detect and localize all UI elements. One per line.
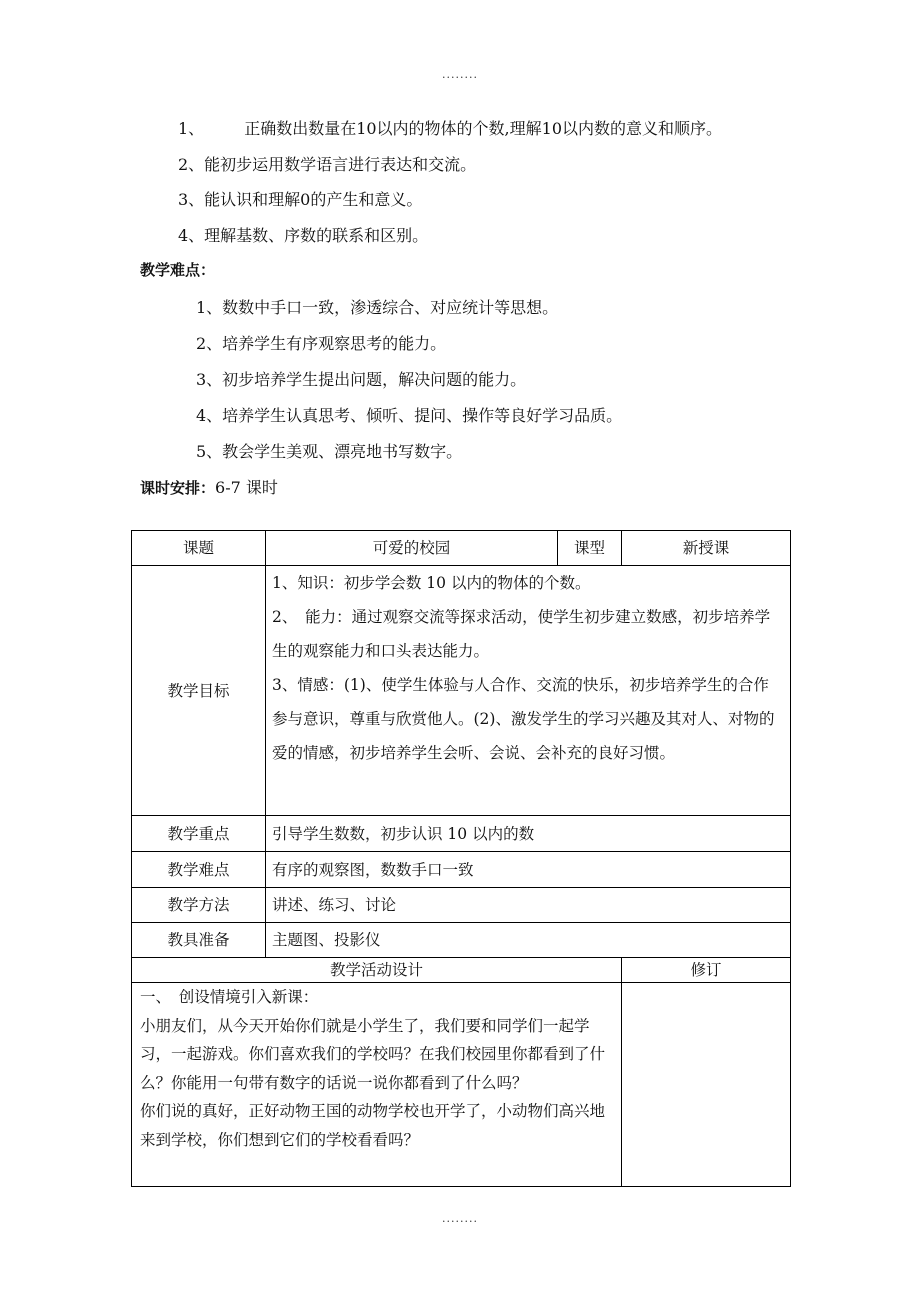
goal-2: 2、能初步运用数学语言进行表达和交流。 <box>178 155 477 174</box>
difficulty-5: 5、教会学生美观、漂亮地书写数字。 <box>196 442 463 461</box>
table-row-objectives <box>132 566 791 816</box>
activity-cell <box>132 983 622 1187</box>
header-dots: ........ <box>442 68 478 81</box>
schedule-value: 6-7 课时 <box>215 478 278 497</box>
difficulty-heading: 教学难点： <box>140 261 216 279</box>
goal-4: 4、理解基数、序数的联系和区别。 <box>178 226 429 245</box>
method-value: 讲述、练习、讨论 <box>266 888 791 923</box>
revise-cell <box>622 983 791 1187</box>
objective-1: 1、知识：初步学会数 10 以内的物体的个数。 <box>272 574 591 592</box>
difficulty-1: 1、数数中手口一致，渗透综合、对应统计等思想。 <box>196 298 559 317</box>
activity-text-1: 小朋友们，从今天开始你们就是小学生了，我们要和同学们一起学习，一起游戏。你们喜欢我们的学校吗？在我们校园里你都看到了什么？你能用一句带有数字的话说一说你都看到了什么吗？ <box>140 1016 606 1092</box>
focus-value: 引导学生数数，初步认识 10 以内的数 <box>266 816 791 852</box>
objectives-label: 教学目标 <box>132 566 266 816</box>
footer-dots: ........ <box>442 1212 478 1225</box>
table-row-hard <box>132 852 791 888</box>
focus-label: 教学重点 <box>132 816 266 852</box>
schedule <box>140 475 278 498</box>
objective-2: 2、 能力：通过观察交流等探求活动，使学生初步建立数感，初步培养学生的观察能力和口头表达能力。 <box>272 608 771 660</box>
objectives-cell <box>266 566 791 816</box>
difficulty-3: 3、初步培养学生提出问题，解决问题的能力。 <box>196 370 527 389</box>
lesson-table <box>131 530 791 1187</box>
type-label: 课型 <box>558 531 622 566</box>
goal-3: 3、能认识和理解0的产生和意义。 <box>178 190 423 209</box>
table-row-activity <box>132 983 791 1187</box>
difficulty-2: 2、培养学生有序观察思考的能力。 <box>196 334 447 353</box>
topic-label: 课题 <box>132 531 266 566</box>
goal-1-text: 正确数出数量在10以内的物体的个数,理解10以内数的意义和顺序。 <box>244 119 722 138</box>
goal-1 <box>178 116 722 139</box>
objective-3: 3、情感：(1)、使学生体验与人合作、交流的快乐，初步培养学生的合作参与意识，尊重与欣赏他人。(2)、激发学生的学习兴趣及其对人、对物的爱的情感，初步培养学生会听、会说、会补充的良好习惯。 <box>272 676 775 762</box>
table-row-method <box>132 888 791 923</box>
goal-1-number: 1、 <box>178 119 205 138</box>
difficulty-4: 4、培养学生认真思考、倾听、提问、操作等良好学习品质。 <box>196 406 623 425</box>
table-row-topic <box>132 531 791 566</box>
table-row-design-header <box>132 958 791 983</box>
topic-value: 可爱的校园 <box>266 531 558 566</box>
design-label: 教学活动设计 <box>132 958 622 983</box>
schedule-label: 课时安排： <box>140 479 216 497</box>
type-value: 新授课 <box>622 531 791 566</box>
method-label: 教学方法 <box>132 888 266 923</box>
activity-text-2: 你们说的真好，正好动物王国的动物学校也开学了，小动物们高兴地来到学校，你们想到它们的学校看看吗？ <box>140 1102 606 1149</box>
activity-title: 一、 创设情境引入新课： <box>140 988 319 1006</box>
hard-value: 有序的观察图，数数手口一致 <box>266 852 791 888</box>
revise-label: 修订 <box>622 958 791 983</box>
table-row-tools <box>132 923 791 958</box>
tools-value: 主题图、投影仪 <box>266 923 791 958</box>
table-row-focus <box>132 816 791 852</box>
tools-label: 教具准备 <box>132 923 266 958</box>
hard-label: 教学难点 <box>132 852 266 888</box>
